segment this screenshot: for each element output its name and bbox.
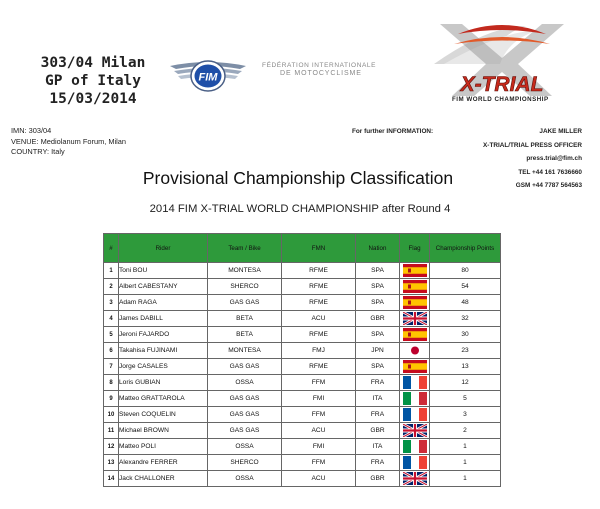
fmn-cell: FMI: [282, 391, 356, 407]
fmn-cell: ACU: [282, 311, 356, 327]
rider-cell: Jorge CASALES: [119, 359, 208, 375]
position-cell: 11: [104, 423, 119, 439]
nation-cell: FRA: [356, 375, 400, 391]
contact-label: For further INFORMATION:: [352, 128, 434, 135]
fmn-cell: RFME: [282, 359, 356, 375]
rider-cell: Jack CHALLONER: [119, 471, 208, 487]
col-header-points: Championship Points: [430, 234, 501, 263]
team-cell: SHERCO: [208, 279, 282, 295]
team-cell: GAS GAS: [208, 295, 282, 311]
flag-cell: [400, 391, 430, 407]
table-header-row: [104, 234, 501, 263]
team-cell: BETA: [208, 311, 282, 327]
points-cell: 1: [430, 455, 501, 471]
table-row: [104, 471, 501, 487]
nation-cell: SPA: [356, 263, 400, 279]
spain-flag-icon: [400, 328, 429, 341]
nation-cell: FRA: [356, 407, 400, 423]
nation-cell: GBR: [356, 311, 400, 327]
event-code: 303/04 Milan: [40, 55, 146, 71]
flag-cell: [400, 279, 430, 295]
table-row: [104, 423, 501, 439]
position-cell: 14: [104, 471, 119, 487]
rider-cell: Alexandre FERRER: [119, 455, 208, 471]
table-row: [104, 263, 501, 279]
col-header-flag: Flag: [400, 234, 430, 263]
position-cell: 3: [104, 295, 119, 311]
position-cell: 5: [104, 327, 119, 343]
rider-cell: Matteo POLI: [119, 439, 208, 455]
flag-cell: [400, 471, 430, 487]
rider-cell: Toni BOU: [119, 263, 208, 279]
col-header-position: #: [104, 234, 119, 263]
uk-flag-icon: [400, 424, 429, 437]
points-cell: 12: [430, 375, 501, 391]
flag-cell: [400, 343, 430, 359]
rider-cell: Steven COQUELIN: [119, 407, 208, 423]
imn-line: IMN: 303/04: [11, 126, 52, 135]
uk-flag-icon: [400, 472, 429, 485]
x-trial-subtitle: FIM WORLD CHAMPIONSHIP: [452, 96, 549, 103]
fim-wordmark: [262, 62, 376, 78]
team-cell: GAS GAS: [208, 391, 282, 407]
flag-cell: [400, 423, 430, 439]
team-cell: SHERCO: [208, 455, 282, 471]
event-title: [18, 54, 168, 108]
position-cell: 8: [104, 375, 119, 391]
flag-cell: [400, 327, 430, 343]
table-row: [104, 311, 501, 327]
spain-flag-icon: [400, 264, 429, 277]
contact-name: JAKE MILLER: [539, 128, 582, 135]
fmn-cell: FFM: [282, 407, 356, 423]
spain-flag-icon: [400, 360, 429, 373]
team-cell: GAS GAS: [208, 407, 282, 423]
points-cell: 32: [430, 311, 501, 327]
table-row: [104, 455, 501, 471]
contact-email: press.trial@fim.ch: [526, 155, 582, 163]
table-row: [104, 343, 501, 359]
rider-cell: Adam RAGA: [119, 295, 208, 311]
flag-cell: [400, 359, 430, 375]
nation-cell: GBR: [356, 423, 400, 439]
rider-cell: James DABILL: [119, 311, 208, 327]
venue-line: VENUE: Mediolanum Forum, Milan: [11, 136, 127, 146]
position-cell: 13: [104, 455, 119, 471]
flag-cell: [400, 263, 430, 279]
fmn-cell: FMI: [282, 439, 356, 455]
event-name: GP of Italy: [44, 73, 142, 89]
col-header-fmn: FMN: [282, 234, 356, 263]
position-cell: 10: [104, 407, 119, 423]
x-trial-wordmark: X-TRIAL: [460, 73, 544, 96]
nation-cell: FRA: [356, 455, 400, 471]
position-cell: 9: [104, 391, 119, 407]
table-row: [104, 359, 501, 375]
team-cell: GAS GAS: [208, 423, 282, 439]
table-row: [104, 279, 501, 295]
fmn-cell: ACU: [282, 423, 356, 439]
points-cell: 3: [430, 407, 501, 423]
page-subtitle: 2014 FIM X-TRIAL WORLD CHAMPIONSHIP after Round 4: [149, 203, 451, 215]
france-flag-icon: [400, 408, 429, 421]
team-cell: OSSA: [208, 471, 282, 487]
table-row: [104, 391, 501, 407]
spain-flag-icon: [400, 280, 429, 293]
nation-cell: ITA: [356, 391, 400, 407]
nation-cell: SPA: [356, 327, 400, 343]
points-cell: 1: [430, 471, 501, 487]
fmn-cell: FFM: [282, 455, 356, 471]
uk-flag-icon: [400, 312, 429, 325]
italy-flag-icon: [400, 440, 429, 453]
italy-flag-icon: [400, 392, 429, 405]
rider-cell: Matteo GRATTAROLA: [119, 391, 208, 407]
team-cell: MONTESA: [208, 343, 282, 359]
points-cell: 48: [430, 295, 501, 311]
fmn-cell: RFME: [282, 327, 356, 343]
flag-cell: [400, 295, 430, 311]
page-title-text: Provisional Championship Classification: [142, 168, 454, 188]
contact-tel: TEL +44 161 7636660: [518, 168, 582, 176]
venue-info: [11, 126, 126, 158]
fim-wordmark-line1: FÉDÉRATION INTERNATIONALE: [262, 62, 377, 69]
fim-badge-text: FIM: [198, 71, 218, 84]
team-cell: OSSA: [208, 439, 282, 455]
team-cell: OSSA: [208, 375, 282, 391]
flag-cell: [400, 375, 430, 391]
table-row: [104, 407, 501, 423]
col-header-rider: Rider: [119, 234, 208, 263]
contact-gsm: GSM +44 7787 564563: [515, 182, 582, 190]
flag-cell: [400, 455, 430, 471]
team-cell: BETA: [208, 327, 282, 343]
fmn-cell: RFME: [282, 263, 356, 279]
flag-cell: [400, 407, 430, 423]
table-row: [104, 439, 501, 455]
fmn-cell: ACU: [282, 471, 356, 487]
spain-flag-icon: [400, 296, 429, 309]
nation-cell: GBR: [356, 471, 400, 487]
col-header-team: Team / Bike: [208, 234, 282, 263]
classification-table: [103, 233, 501, 487]
position-cell: 2: [104, 279, 119, 295]
fmn-cell: FFM: [282, 375, 356, 391]
nation-cell: SPA: [356, 295, 400, 311]
france-flag-icon: [400, 456, 429, 469]
points-cell: 54: [430, 279, 501, 295]
nation-cell: ITA: [356, 439, 400, 455]
points-cell: 13: [430, 359, 501, 375]
rider-cell: Albert CABESTANY: [119, 279, 208, 295]
contact-role: X-TRIAL/TRIAL PRESS OFFICER: [483, 141, 582, 149]
france-flag-icon: [400, 376, 429, 389]
japan-flag-icon: [400, 344, 429, 357]
position-cell: 4: [104, 311, 119, 327]
points-cell: 1: [430, 439, 501, 455]
position-cell: 12: [104, 439, 119, 455]
fmn-cell: RFME: [282, 279, 356, 295]
points-cell: 23: [430, 343, 501, 359]
points-cell: 5: [430, 391, 501, 407]
table-row: [104, 375, 501, 391]
team-cell: MONTESA: [208, 263, 282, 279]
country-line: COUNTRY: Italy: [11, 147, 65, 156]
rider-cell: Takahisa FUJINAMI: [119, 343, 208, 359]
flag-cell: [400, 439, 430, 455]
points-cell: 30: [430, 327, 501, 343]
fmn-cell: RFME: [282, 295, 356, 311]
position-cell: 7: [104, 359, 119, 375]
points-cell: 2: [430, 423, 501, 439]
nation-cell: JPN: [356, 343, 400, 359]
flag-cell: [400, 311, 430, 327]
points-cell: 80: [430, 263, 501, 279]
table-body: [104, 263, 501, 487]
table-row: [104, 295, 501, 311]
nation-cell: SPA: [356, 279, 400, 295]
table-row: [104, 327, 501, 343]
fim-wordmark-line2: DE MOTOCYCLISME: [280, 70, 362, 77]
event-date: 15/03/2014: [49, 91, 137, 107]
col-header-nation: Nation: [356, 234, 400, 263]
rider-cell: Michael BROWN: [119, 423, 208, 439]
position-cell: 6: [104, 343, 119, 359]
rider-cell: Loris GUBIAN: [119, 375, 208, 391]
nation-cell: SPA: [356, 359, 400, 375]
fmn-cell: FMJ: [282, 343, 356, 359]
position-cell: 1: [104, 263, 119, 279]
team-cell: GAS GAS: [208, 359, 282, 375]
rider-cell: Jeroni FAJARDO: [119, 327, 208, 343]
page-title: [0, 168, 600, 189]
